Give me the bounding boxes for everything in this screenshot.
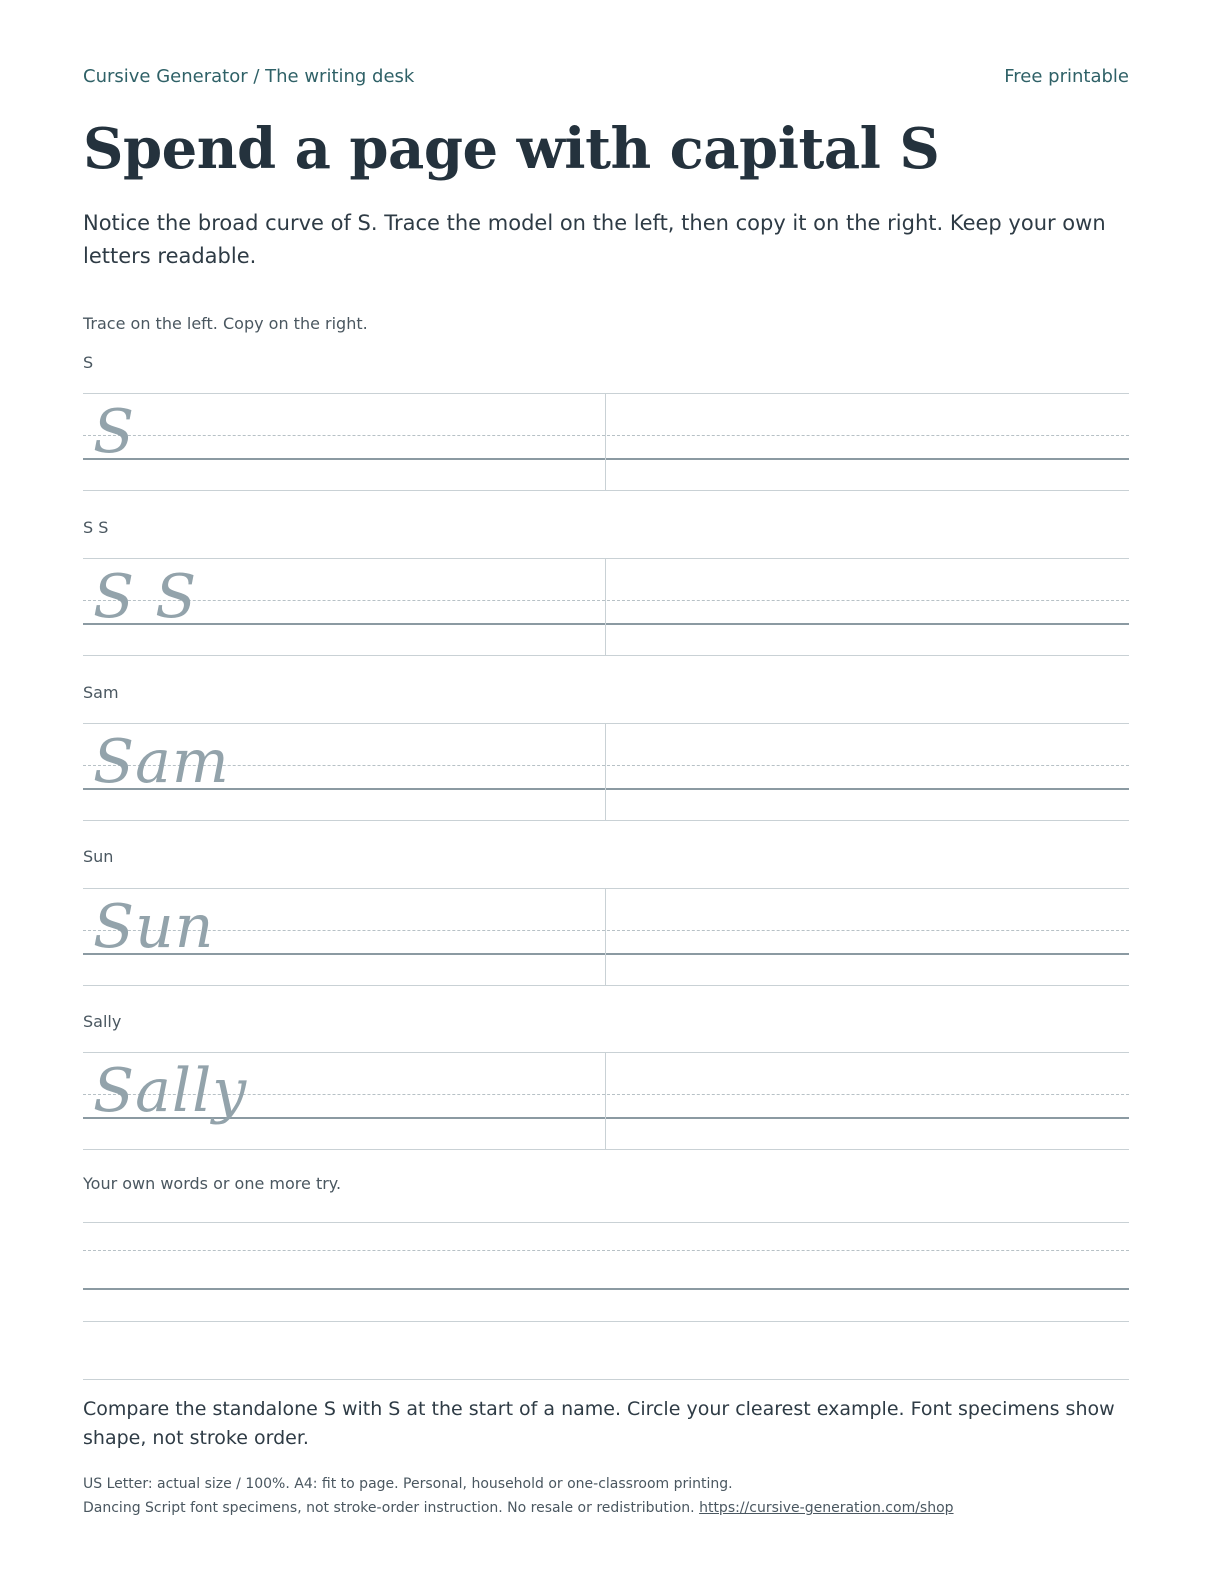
midline: [83, 435, 1129, 436]
trace-model: S: [93, 397, 136, 467]
bottom-rule: [83, 985, 1129, 986]
baseline: [83, 953, 1129, 955]
trace-model: Sam: [93, 727, 230, 797]
midline: [83, 1250, 1129, 1251]
bottom-rule: [83, 1149, 1129, 1150]
section-divider: [83, 1379, 1129, 1380]
baseline: [83, 623, 1129, 625]
column-divider: [605, 1052, 606, 1150]
practice-row[interactable]: [83, 558, 1129, 656]
trace-model: S S: [93, 562, 198, 632]
top-rule: [83, 558, 1129, 559]
baseline: [83, 788, 1129, 790]
footer-license-text: Dancing Script font specimens, not stroke-order instruction. No resale or redistribution.: [83, 1500, 695, 1516]
top-rule: [83, 1052, 1129, 1053]
footer-line-2: [83, 1496, 954, 1520]
column-divider: [605, 393, 606, 491]
top-rule: [83, 723, 1129, 724]
practice-row[interactable]: [83, 888, 1129, 986]
column-divider: [605, 723, 606, 821]
row-label: S: [83, 353, 94, 372]
footer-line-1: US Letter: actual size / 100%. A4: fit to page. Personal, household or one-classroom printing.: [83, 1476, 733, 1492]
free-practice-area[interactable]: [83, 1222, 1129, 1322]
midline: [83, 765, 1129, 766]
top-rule: [83, 888, 1129, 889]
page-title: Spend a page with capital S: [83, 116, 940, 182]
column-divider: [605, 558, 606, 656]
row-label: Sun: [83, 847, 114, 866]
practice-row[interactable]: [83, 723, 1129, 821]
baseline: [83, 458, 1129, 460]
trace-model: Sun: [93, 892, 215, 962]
row-label: S S: [83, 518, 109, 537]
bottom-rule: [83, 820, 1129, 821]
practice-row[interactable]: [83, 1052, 1129, 1150]
free-printable-label: Free printable: [1004, 66, 1129, 87]
trace-model: Sally: [93, 1056, 248, 1126]
compare-note: Compare the standalone S with S at the start of a name. Circle your clearest example. Font specimens show shape, not stroke order.: [83, 1398, 1115, 1449]
row-label: Sam: [83, 683, 119, 702]
top-rule: [83, 1222, 1129, 1223]
baseline: [83, 1288, 1129, 1290]
top-rule: [83, 393, 1129, 394]
free-practice-prompt: Your own words or one more try.: [83, 1174, 342, 1193]
bottom-rule: [83, 1321, 1129, 1322]
shop-link[interactable]: https://cursive-generation.com/shop: [699, 1500, 954, 1516]
worksheet-page: [83, 0, 1129, 1584]
breadcrumb[interactable]: Cursive Generator / The writing desk: [83, 66, 415, 87]
midline: [83, 600, 1129, 601]
practice-row[interactable]: [83, 393, 1129, 491]
intro-text: Notice the broad curve of S. Trace the model on the left, then copy it on the right. Keep your own letters readable.: [83, 211, 1106, 268]
bottom-rule: [83, 655, 1129, 656]
midline: [83, 930, 1129, 931]
row-label: Sally: [83, 1012, 122, 1031]
column-divider: [605, 888, 606, 986]
instructions: Trace on the left. Copy on the right.: [83, 314, 368, 333]
bottom-rule: [83, 490, 1129, 491]
header-bar: [83, 66, 1129, 92]
footer: [83, 1472, 954, 1520]
